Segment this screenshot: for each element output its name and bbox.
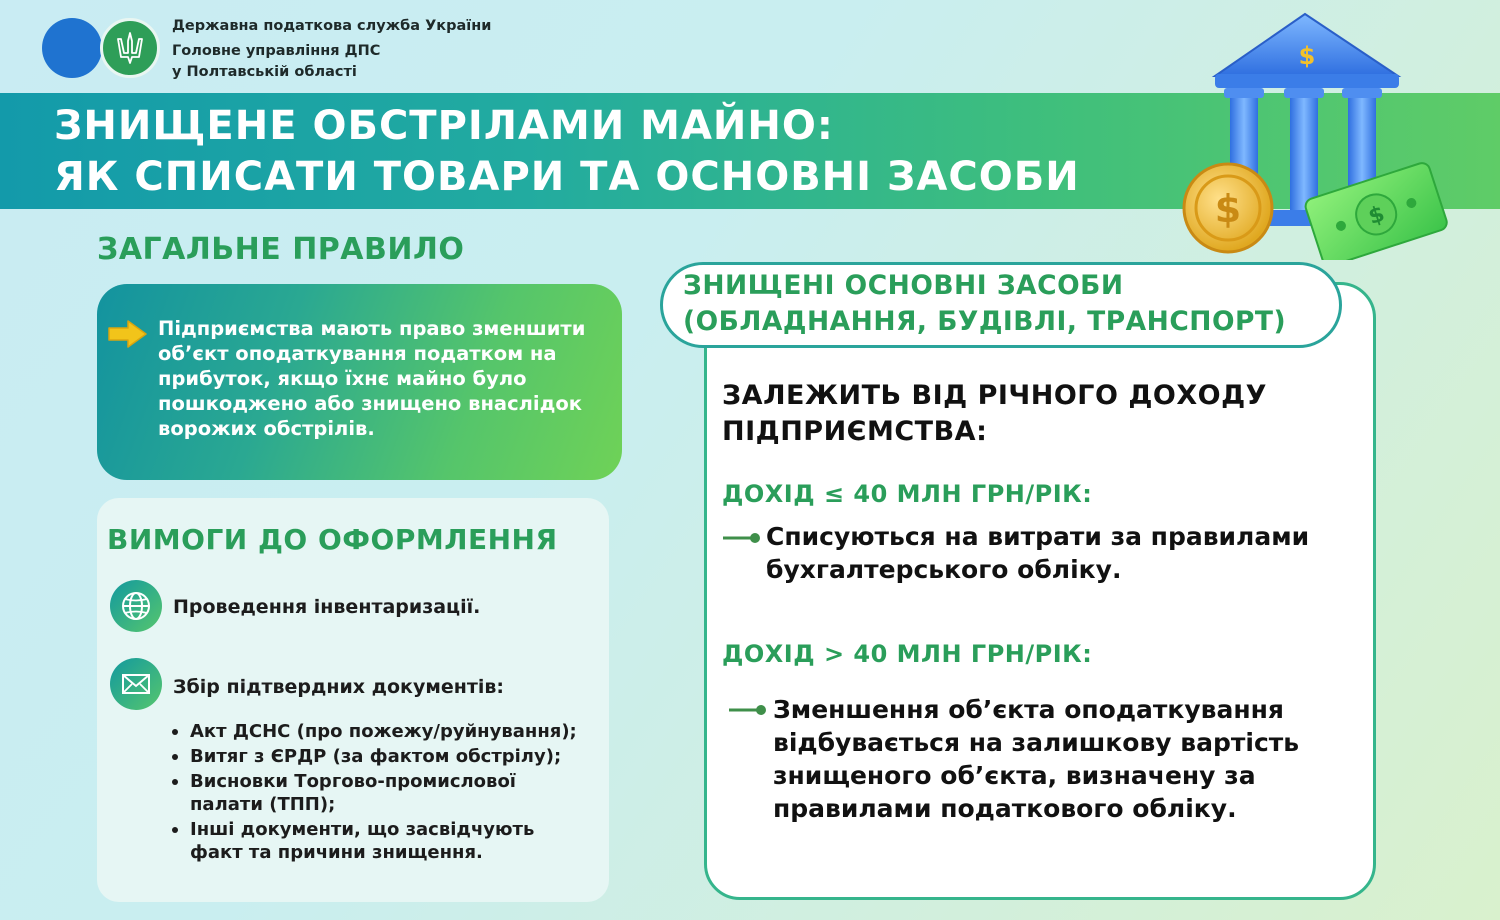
requirements-heading: ВИМОГИ ДО ОФОРМЛЕННЯ — [107, 523, 558, 556]
list-item — [170, 818, 600, 864]
requirement-documents: Збір підтвердних документів: — [173, 676, 505, 698]
general-rule-line: пошкоджено або знищено внаслідок — [158, 392, 582, 415]
bank-illustration — [1180, 10, 1460, 260]
income-result-line: правилами податкового обліку. — [773, 794, 1237, 823]
page-title — [54, 101, 1080, 203]
list-item-line: Інші документи, що засвідчують — [190, 819, 535, 840]
list-item — [170, 720, 600, 743]
list-item-line: Акт ДСНС (про пожежу/руйнування); — [190, 721, 577, 742]
title-line-1: ЗНИЩЕНЕ ОБСТРІЛАМИ МАЙНО: — [54, 103, 834, 149]
income-result-low — [766, 520, 1309, 586]
svg-text:$: $ — [1365, 201, 1388, 231]
globe-icon — [110, 580, 162, 632]
organization-name — [172, 16, 491, 83]
documents-list — [170, 720, 600, 866]
line-bullet-icon — [722, 531, 762, 545]
income-result-line: знищеного об’єкта, визначену за — [773, 761, 1256, 790]
list-item-line: палати (ТПП); — [190, 794, 336, 815]
income-result-line: Зменшення об’єкта оподаткування — [773, 695, 1284, 724]
income-condition-low: ДОХІД ≤ 40 МЛН ГРН/РІК: — [722, 480, 1093, 508]
list-item-line: факт та причини знищення. — [190, 842, 483, 863]
svg-text:$: $ — [1214, 187, 1242, 231]
general-rule-line: Підприємства мають право зменшити — [158, 317, 586, 340]
arrow-right-icon — [106, 318, 150, 350]
depends-line-1: ЗАЛЕЖИТЬ ВІД РІЧНОГО ДОХОДУ — [722, 380, 1267, 411]
trident-icon — [115, 31, 145, 65]
fixed-assets-title-line-2: (ОБЛАДНАННЯ, БУДІВЛІ, ТРАНСПОРТ) — [683, 306, 1287, 337]
general-rule-line: об’єкт оподаткування податком на — [158, 342, 557, 365]
general-rule-line: прибуток, якщо їхнє майно було — [158, 367, 527, 390]
list-item-line: Витяг з ЄРДР (за фактом обстрілу); — [190, 746, 562, 767]
envelope-icon — [110, 658, 162, 710]
requirement-inventory: Проведення інвентаризації. — [173, 596, 481, 618]
list-item — [170, 770, 600, 816]
svg-text:$: $ — [1298, 42, 1316, 70]
list-item-line: Висновки Торгово-промислової — [190, 771, 516, 792]
depends-line-2: ПІДПРИЄМСТВА: — [722, 416, 988, 447]
dps-logo-green-circle — [100, 18, 160, 78]
line-bullet-icon — [728, 703, 768, 717]
general-rule-heading: ЗАГАЛЬНЕ ПРАВИЛО — [97, 232, 465, 267]
fixed-assets-title — [683, 268, 1286, 340]
general-rule-text — [158, 316, 618, 441]
org-line-2: Головне управління ДПС — [172, 43, 381, 59]
income-result-line: Списуються на витрати за правилами — [766, 522, 1310, 551]
org-line-3: у Полтавській області — [172, 64, 357, 80]
org-line-1: Державна податкова служба України — [172, 18, 492, 34]
dps-logo-blue-circle — [42, 18, 102, 78]
list-item — [170, 745, 600, 768]
income-condition-high: ДОХІД > 40 МЛН ГРН/РІК: — [722, 640, 1093, 668]
income-result-line: відбувається на залишкову вартість — [773, 728, 1300, 757]
income-result-line: бухгалтерського обліку. — [766, 555, 1122, 584]
depends-on-income-heading — [722, 378, 1267, 450]
general-rule-line: ворожих обстрілів. — [158, 417, 375, 440]
title-line-2: ЯК СПИСАТИ ТОВАРИ ТА ОСНОВНІ ЗАСОБИ — [54, 154, 1080, 200]
income-result-high — [773, 693, 1299, 825]
fixed-assets-title-line-1: ЗНИЩЕНІ ОСНОВНІ ЗАСОБИ — [683, 270, 1124, 301]
